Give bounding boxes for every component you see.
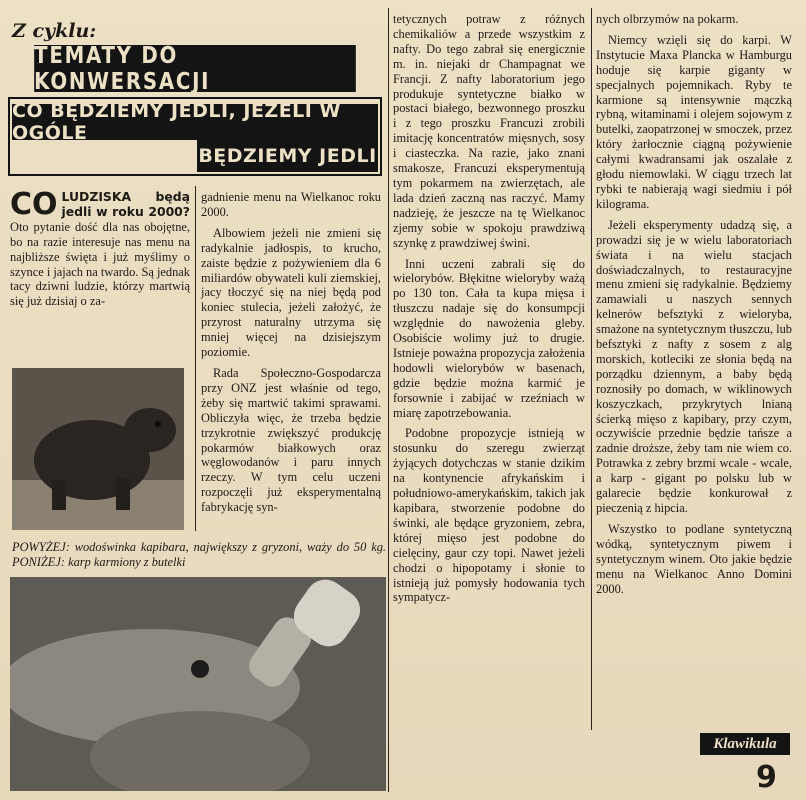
paragraph: Niemcy wzięli się do karpi. W Instytucie Maxa Plancka w Hamburgu hoduje się karpie giganty w specjalnych pojemnikach. Ryby te karmione są intensywnie mączką rybną, witaminami i olejem sojowym z butelki, zaopatrzonej w smoczek, przez który żarłocznie ciągną pożywienie całymi kwadransami jak oszalałe z głodu niemowlaki. W ciągu trzech lat rybki te nabierają wagi siedmiu i pół kilograma. bbox=[596, 32, 792, 211]
paragraph: gadnienie menu na Wielkanoc roku 2000. bbox=[201, 190, 381, 219]
carp-photo bbox=[10, 577, 386, 791]
headline-line-2: BĘDZIEMY JEDLI bbox=[197, 140, 378, 172]
lead-text: LUDZISKA będą jedli w roku 2000? bbox=[61, 189, 190, 219]
drop-cap: CO bbox=[10, 187, 58, 222]
cycle-label: Z cyklu: bbox=[12, 20, 97, 42]
article-column-2 bbox=[201, 190, 381, 521]
paragraph: Wszystko to podlane syntetyczną wódką, syntetycznym piwem i syntetycznym winem. Oto jakie będzie menu na Wielkanoc Anno Domini 2000. bbox=[596, 521, 792, 596]
paragraph: tetycznych potraw z różnych chemikaliów a przede wszystkim z nafty. Do tego zabrał się energicznie m. in. niejaki dr Champagnat we Francji. Z nafty laboratorium jego produkuje syntetyczne białko w postaci białego, bezwonnego proszku i z tego proszku Francuzi zrobili imitację koncentratów mięsnych, sosy i ciasteczka. Na razie, jako znani smakosze, Francuzi eksperymentują tym pokarmem na zwierzętach, ale lada dzień zaczną nas raczyć. Mamy nadzieję, że jeszcze na tę Wielkanoc zjemy sobie w spokoju prawdziwą szynkę z prawdziwej świni. bbox=[393, 12, 585, 250]
headline-line-1: CO BĘDZIEMY JEDLI, JEŻELI W OGÓLE bbox=[12, 104, 378, 140]
series-title-banner: TEMATY DO KONWERSACJI bbox=[34, 45, 356, 92]
capybara-photo bbox=[12, 368, 184, 530]
column-divider bbox=[388, 8, 389, 792]
paragraph: nych olbrzymów na pokarm. bbox=[596, 12, 739, 26]
column-divider bbox=[591, 8, 592, 730]
page-number: 9 bbox=[756, 760, 777, 795]
paragraph: Jeżeli eksperymenty udadzą się, a prowadzi się je w wielu laboratoriach świata i na wielu stacjach doświadczalnych, to restauracyjne menu zmieni się radykalnie. Będziemy zamawiali u naszych sennych kelnerów befsztyki z wieloryba, smażone na syntetycznym tłuszczu, lub befsztyki z nafty z sosem z alg morskich, kotleciki ze słonia będą na porządku dziennym, a baby będą roznosiły po domach, w wiklinowych koszyczkach, przykrytych lnianą ścierką mięso z kapibary, przy czym, oczywiście przednie będzie tańsze a zadnie droższe, żeby tam nie wiem co. Potrawka z zebry brzmi wcale - wcale, a karp - gigant po polsku lub w galarecie będzie konkurował z pieczenią z hipcia. bbox=[596, 217, 792, 515]
article-column-3 bbox=[393, 12, 585, 611]
article-column-4 bbox=[596, 12, 792, 602]
article-column-1 bbox=[10, 187, 190, 315]
photo-caption: POWYŻEJ: wodoświnka kapibara, największy z gryzoni, waży do 50 kg. PONIŻEJ: karp karmiony z butelki bbox=[12, 540, 386, 569]
column-text: Oto pytanie dość dla nas obojętne, bo na razie interesuje nas menu na najbliższe święta i już myślimy o szynce i jajach na twardo. Są jednak tacy dziwni ludzie, którzy martwią się już dzisiaj o za- bbox=[10, 219, 190, 309]
paragraph: Rada Społeczno-Gospodarcza przy ONZ jest właśnie od tego, żeby się martwić takimi sprawami. Obliczyła więc, że trzeba będzie trzykrotnie zwiększyć produkcję pokarmów białkowych oraz węglowodanów i paru innych rzeczy. W tym celu uczeni rozpoczęli już eksperymentalną fabrykację syn- bbox=[201, 365, 381, 515]
author-signature: Klawikula bbox=[700, 733, 790, 755]
column-divider bbox=[195, 186, 196, 531]
paragraph: Inni uczeni zabrali się do wielorybów. Błękitne wieloryby ważą po 130 ton. Cała ta kupa mięsa i tłuszczu nadaje się do konsumpcji względnie do nawożenia gleby. Osobiście wolimy już to drugie. Istnieje poważna propozycja założenia hodowli wielorybów w basenach, gdzie będzie można karmić je forsownie i zabijać w rzeźniach w miarę zapotrzebowania. bbox=[393, 256, 585, 420]
paragraph: Podobne propozycje istnieją w stosunku do szeregu zwierząt żyjących dotychczas w stanie dzikim na kontynencie afrykańskim i południowo-amerykańskim, takich jak kapibara, stworzenie podobne do świnki, ale będące gryzoniem, zebra, której mięso jest podobne do cielęciny, gaur czy topi. Nawet jeżeli chodzi o hipopotamy i słonie to istnieją już pomysły hodowania tych sympatycz- bbox=[393, 426, 585, 605]
paragraph: Albowiem jeżeli nie zmieni się radykalnie jadłospis, to krucho, zaiste będzie z pożywieniem dla 6 miliardów obywateli kuli ziemskiej, jacy tłoczyć się na niej będą pod koniec stulecia, jeżeli założyć, że przyrost naturalny utrzyma się mniej więcej na dzisiejszym poziomie. bbox=[201, 225, 381, 360]
